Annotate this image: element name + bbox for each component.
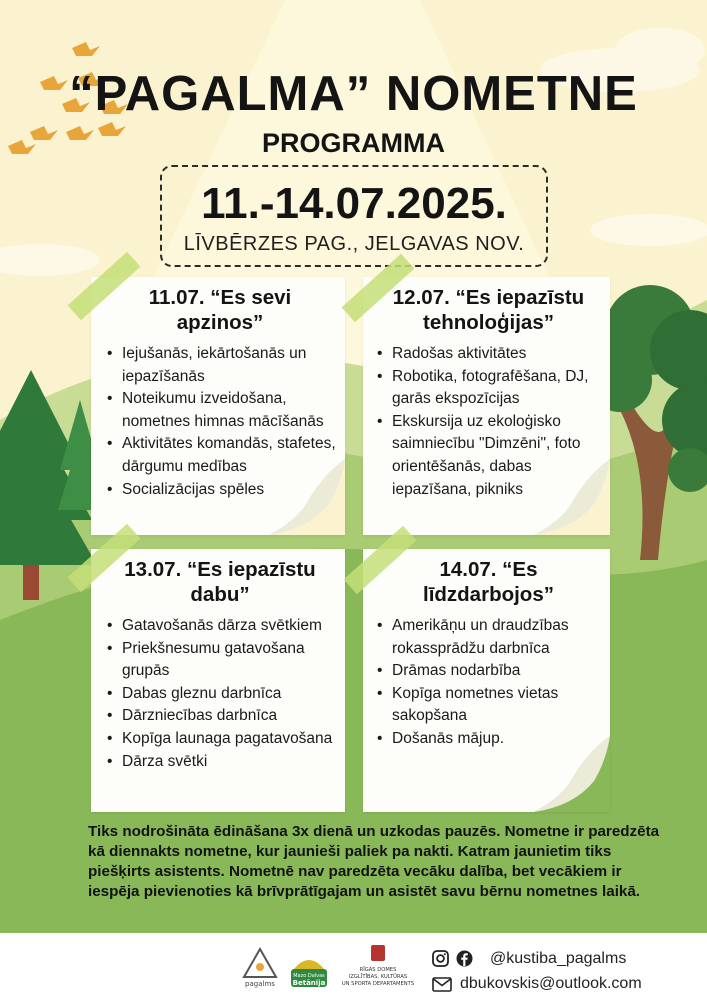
list-item: • Kopīga nometnes vietas sakopšana — [373, 683, 604, 728]
contact-email[interactable]: dbukovskis@outlook.com — [460, 975, 642, 992]
list-item: • Ekskursija uz ekoloģisko saimniecību "Dimzēni", foto orientēšanās, dabas iepazīšana, pikniks — [373, 411, 604, 501]
info-note: Tiks nodrošināta ēdināšana 3x dienā un uzkodas pauzēs. Nometne ir paredzēta kā diennakts nometne, kur jaunieši paliek pa nakti. Katram jaunietim tiks piešķirts asistents. Nometnē nav paredzēta vecāku dalība, bet vecākiem ir iespēja pievienoties kā brīvprātīgajam un asistēt savu bērnu nometnes laikā. — [88, 823, 660, 900]
page-title: “PAGALMA” NOMETNE — [69, 67, 638, 121]
day-card-title: 12.07. “Es iepazīstu tehnoloģijas” — [392, 286, 585, 334]
page-curl-icon — [534, 459, 610, 535]
day-card-2 — [363, 277, 610, 535]
list-item: • Kopīga launaga pagatavošana — [103, 728, 337, 751]
page-curl-icon — [269, 459, 345, 535]
list-item: • Došanās mājup. — [373, 728, 604, 751]
list-item: • Robotika, fotografēšana, DJ, garās ekspozīcijas — [373, 366, 604, 411]
day-card-1 — [91, 277, 345, 535]
list-item: • Gatavošanās dārza svētkiem — [103, 615, 337, 638]
footer — [0, 933, 707, 1000]
day-card-title: 14.07. “Es līdzdarbojos” — [423, 558, 554, 606]
day-card-title: 11.07. “Es sevi apzinos” — [148, 286, 292, 334]
date-box — [160, 165, 548, 267]
logo-text: IZGLĪTĪBAS, KULTŪRAS — [348, 974, 408, 980]
logo-text: Mazo Dalvas — [293, 973, 325, 979]
list-item: • Noteikumu izveidošana, nometnes himnas mācīšanās — [103, 388, 337, 433]
list-item: • Dārza svētki — [103, 751, 337, 774]
logo-text: RĪGAS DOMES — [359, 967, 397, 973]
day-card-3 — [91, 549, 345, 812]
list-item: • Socializācijas spēles — [103, 479, 337, 502]
list-item: • Drāmas nodarbība — [373, 660, 604, 683]
event-location: LĪVBĒRZES PAG., JELGAVAS NOV. — [183, 233, 525, 255]
day-card-list — [103, 615, 337, 773]
betanija-logo — [287, 943, 331, 991]
list-item: • Iejušanās, iekārtošanās un iepazīšanās — [103, 343, 337, 388]
logo-text: Betānija — [292, 979, 326, 987]
social-handle[interactable]: @kustiba_pagalms — [490, 950, 627, 967]
pagalms-logo — [240, 945, 280, 989]
event-date: 11.-14.07.2025. — [201, 179, 507, 228]
riga-dome-logo — [338, 943, 418, 993]
list-item: • Dārzniecības darbnīca — [103, 705, 337, 728]
day-card-4 — [363, 549, 610, 812]
list-item: • Aktivitātes komandās, stafetes, dārgumu medības — [103, 433, 337, 478]
day-card-list — [373, 615, 604, 751]
instagram-icon[interactable] — [432, 950, 449, 967]
list-item: • Radošas aktivitātes — [373, 343, 604, 366]
list-item: • Amerikāņu un draudzības rokassprādžu darbnīca — [373, 615, 604, 660]
logo-text: UN SPORTA DEPARTAMENTS — [341, 981, 415, 987]
mail-icon — [432, 977, 452, 992]
list-item: • Dabas gleznu darbnīca — [103, 683, 337, 706]
day-card-title: 13.07. “Es iepazīstu dabu” — [124, 558, 316, 606]
page-curl-icon — [534, 736, 610, 812]
list-item: • Priekšnesumu gatavošana grupās — [103, 638, 337, 683]
logo-text: pagalms — [245, 980, 275, 988]
facebook-icon[interactable] — [456, 950, 473, 967]
page-subtitle: PROGRAMMA — [262, 128, 445, 158]
